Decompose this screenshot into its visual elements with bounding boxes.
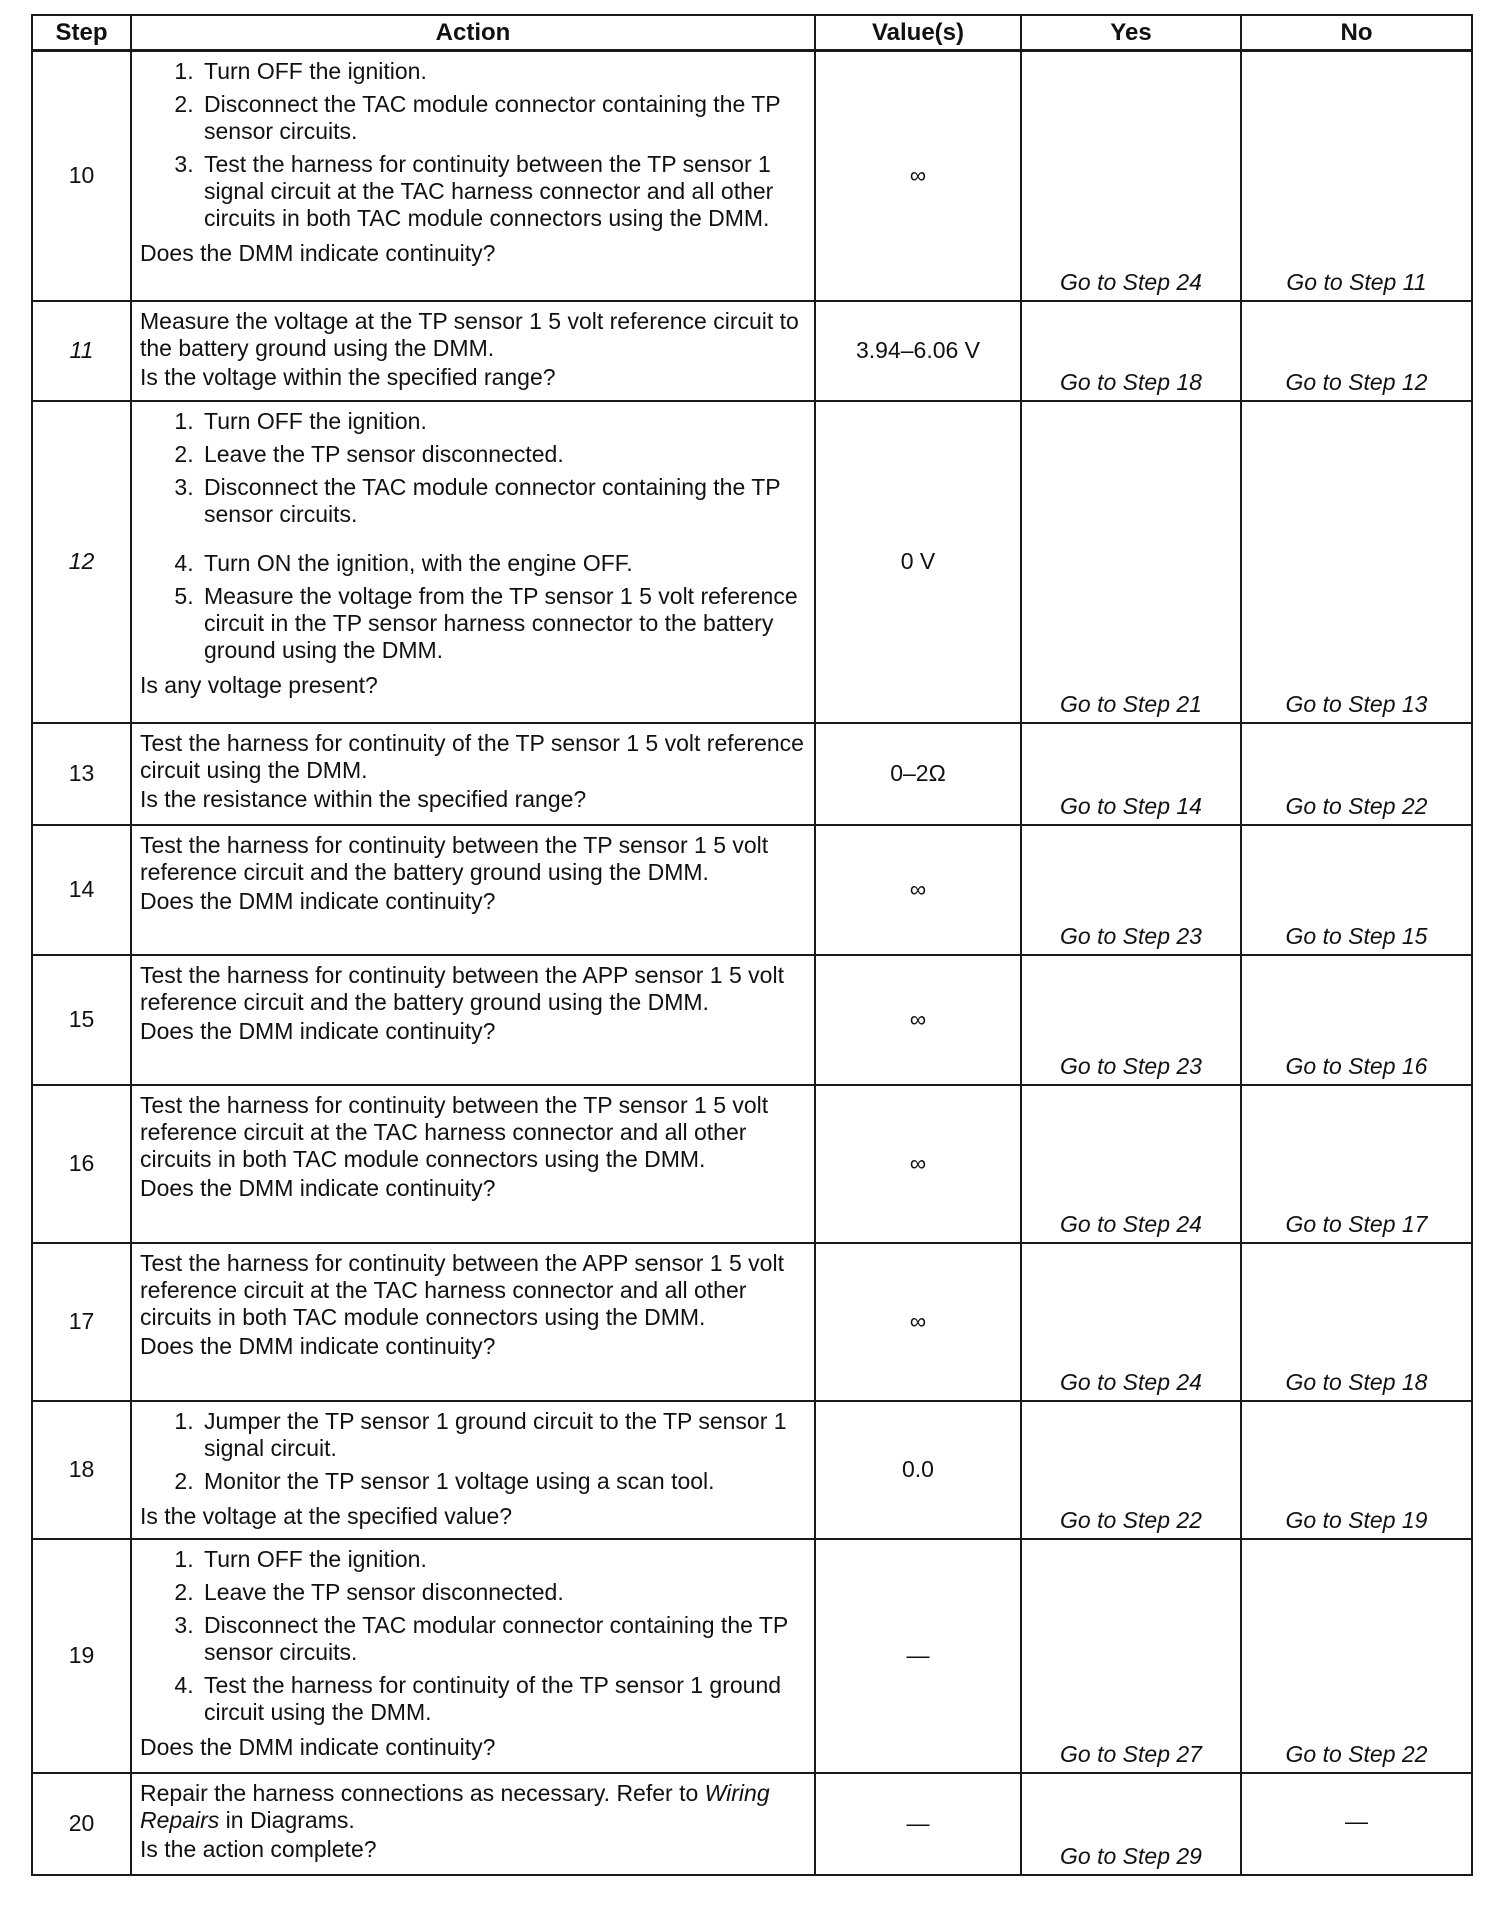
value-cell: ∞ [815,955,1021,1085]
table-row [32,401,1472,723]
no-cell: Go to Step 17 [1241,1085,1472,1243]
no-cell: Go to Step 22 [1241,1539,1472,1773]
action-question: Does the DMM indicate continuity? [140,1332,496,1359]
action-question: Does the DMM indicate continuity? [140,240,496,266]
action-text: Test the harness for continuity between the APP sensor 1 5 volt reference circuit and the battery ground using the DMM. [140,961,784,1015]
step-number: 10 [32,51,131,301]
table-row [32,825,1472,955]
action-cell [131,1243,815,1401]
step-number: 18 [32,1401,131,1539]
header-action: Action [131,15,815,51]
step-number: 15 [32,955,131,1085]
value-cell: ∞ [815,825,1021,955]
value-cell: 0.0 [815,1401,1021,1539]
action-step: 1. Jumper the TP sensor 1 ground circuit to the TP sensor 1 signal circuit. [200,1408,804,1462]
no-cell: Go to Step 13 [1241,401,1472,723]
action-step: 3. Disconnect the TAC modular connector containing the TP sensor circuits. [200,1612,804,1666]
action-step: 3. Test the harness for continuity between the TP sensor 1 signal circuit at the TAC harness connector and all other circuits in both TAC module connectors using the DMM. [200,151,804,232]
action-cell [131,1539,815,1773]
no-cell: Go to Step 12 [1241,301,1472,401]
action-text: Test the harness for continuity between the APP sensor 1 5 volt reference circuit at the TAC harness connector and all other circuits in both TAC module connectors using the DMM. [140,1249,784,1330]
table-row [32,51,1472,301]
action-step: 3. Disconnect the TAC module connector containing the TP sensor circuits. [200,474,804,528]
diagnostic-table [31,14,1473,1876]
step-number: 17 [32,1243,131,1401]
table-row [32,1401,1472,1539]
action-text: Test the harness for continuity of the TP sensor 1 5 volt reference circuit using the DMM. [140,729,804,783]
action-text: Test the harness for continuity between the TP sensor 1 5 volt reference circuit at the TAC harness connector and all other circuits in both TAC module connectors using the DMM. [140,1091,769,1172]
step-number: 20 [32,1773,131,1875]
no-cell: Go to Step 16 [1241,955,1472,1085]
yes-cell: Go to Step 14 [1021,723,1241,825]
value-cell: ∞ [815,1085,1021,1243]
yes-cell: Go to Step 18 [1021,301,1241,401]
action-text-after: in Diagrams. [219,1806,355,1833]
action-question: Does the DMM indicate continuity? [140,1017,496,1044]
action-text: Measure the voltage at the TP sensor 1 5 volt reference circuit to the battery ground using the DMM. [140,307,799,361]
action-steps [140,1408,804,1501]
header-row [32,15,1472,51]
table-row [32,723,1472,825]
step-number: 19 [32,1539,131,1773]
action-cell [131,825,815,955]
action-question: Is the voltage within the specified range? [140,363,556,390]
yes-cell: Go to Step 24 [1021,1085,1241,1243]
action-question: Is any voltage present? [140,671,378,698]
action-steps [140,1546,804,1732]
step-number: 11 [32,301,131,401]
value-cell: ∞ [815,1243,1021,1401]
value-cell: — [815,1539,1021,1773]
step-number: 12 [32,401,131,723]
value-cell: — [815,1773,1021,1875]
action-question: Is the resistance within the specified range? [140,785,587,812]
action-step: 4. Turn ON the ignition, with the engine OFF. [200,550,804,577]
yes-cell: Go to Step 23 [1021,955,1241,1085]
header-no: No [1241,15,1472,51]
action-step: 2. Disconnect the TAC module connector containing the TP sensor circuits. [200,91,804,145]
yes-cell: Go to Step 24 [1021,51,1241,301]
table-row [32,1085,1472,1243]
value-cell: 3.94–6.06 V [815,301,1021,401]
header-yes: Yes [1021,15,1241,51]
action-step: 1. Turn OFF the ignition. [200,408,804,435]
no-cell: Go to Step 15 [1241,825,1472,955]
no-cell: — [1241,1773,1472,1875]
action-steps [140,58,804,238]
action-cell [131,401,815,723]
action-question: Is the voltage at the specified value? [140,1502,513,1529]
wiring-repairs-reference: Wiring Repairs [140,1779,770,1833]
action-cell [131,1401,815,1539]
action-cell [131,1773,815,1875]
action-text-before: Repair the harness connections as necessary. Refer to [140,1779,705,1806]
action-text: Test the harness for continuity between the TP sensor 1 5 volt reference circuit and the battery ground using the DMM. [140,831,769,885]
table-row [32,1539,1472,1773]
action-question: Is the action complete? [140,1835,377,1862]
table-row [32,1243,1472,1401]
header-values: Value(s) [815,15,1021,51]
action-step: 4. Test the harness for continuity of the TP sensor 1 ground circuit using the DMM. [200,1672,804,1726]
value-cell: 0–2Ω [815,723,1021,825]
yes-cell: Go to Step 21 [1021,401,1241,723]
yes-cell: Go to Step 27 [1021,1539,1241,1773]
action-step: 2. Monitor the TP sensor 1 voltage using a scan tool. [200,1468,804,1495]
step-number: 16 [32,1085,131,1243]
no-cell: Go to Step 11 [1241,51,1472,301]
yes-cell: Go to Step 29 [1021,1773,1241,1875]
action-cell [131,301,815,401]
table-row [32,955,1472,1085]
action-cell [131,1085,815,1243]
action-text [140,1780,804,1834]
table-row [32,1773,1472,1875]
action-step: 5. Measure the voltage from the TP sensor 1 5 volt reference circuit in the TP sensor harness connector to the battery ground using the DMM. [200,583,804,664]
action-cell [131,51,815,301]
value-cell: ∞ [815,51,1021,301]
action-step: 1. Turn OFF the ignition. [200,1546,804,1573]
step-number: 14 [32,825,131,955]
action-cell [131,723,815,825]
no-cell: Go to Step 18 [1241,1243,1472,1401]
action-question: Does the DMM indicate continuity? [140,1733,496,1760]
no-cell: Go to Step 19 [1241,1401,1472,1539]
header-step: Step [32,15,131,51]
yes-cell: Go to Step 24 [1021,1243,1241,1401]
action-step: 2. Leave the TP sensor disconnected. [200,441,804,468]
yes-cell: Go to Step 22 [1021,1401,1241,1539]
action-step: 1. Turn OFF the ignition. [200,58,804,85]
action-cell [131,955,815,1085]
action-question: Does the DMM indicate continuity? [140,1174,496,1201]
action-steps [140,408,804,670]
action-step: 2. Leave the TP sensor disconnected. [200,1579,804,1606]
table-row [32,301,1472,401]
yes-cell: Go to Step 23 [1021,825,1241,955]
no-cell: Go to Step 22 [1241,723,1472,825]
value-cell: 0 V [815,401,1021,723]
step-number: 13 [32,723,131,825]
action-question: Does the DMM indicate continuity? [140,887,496,914]
